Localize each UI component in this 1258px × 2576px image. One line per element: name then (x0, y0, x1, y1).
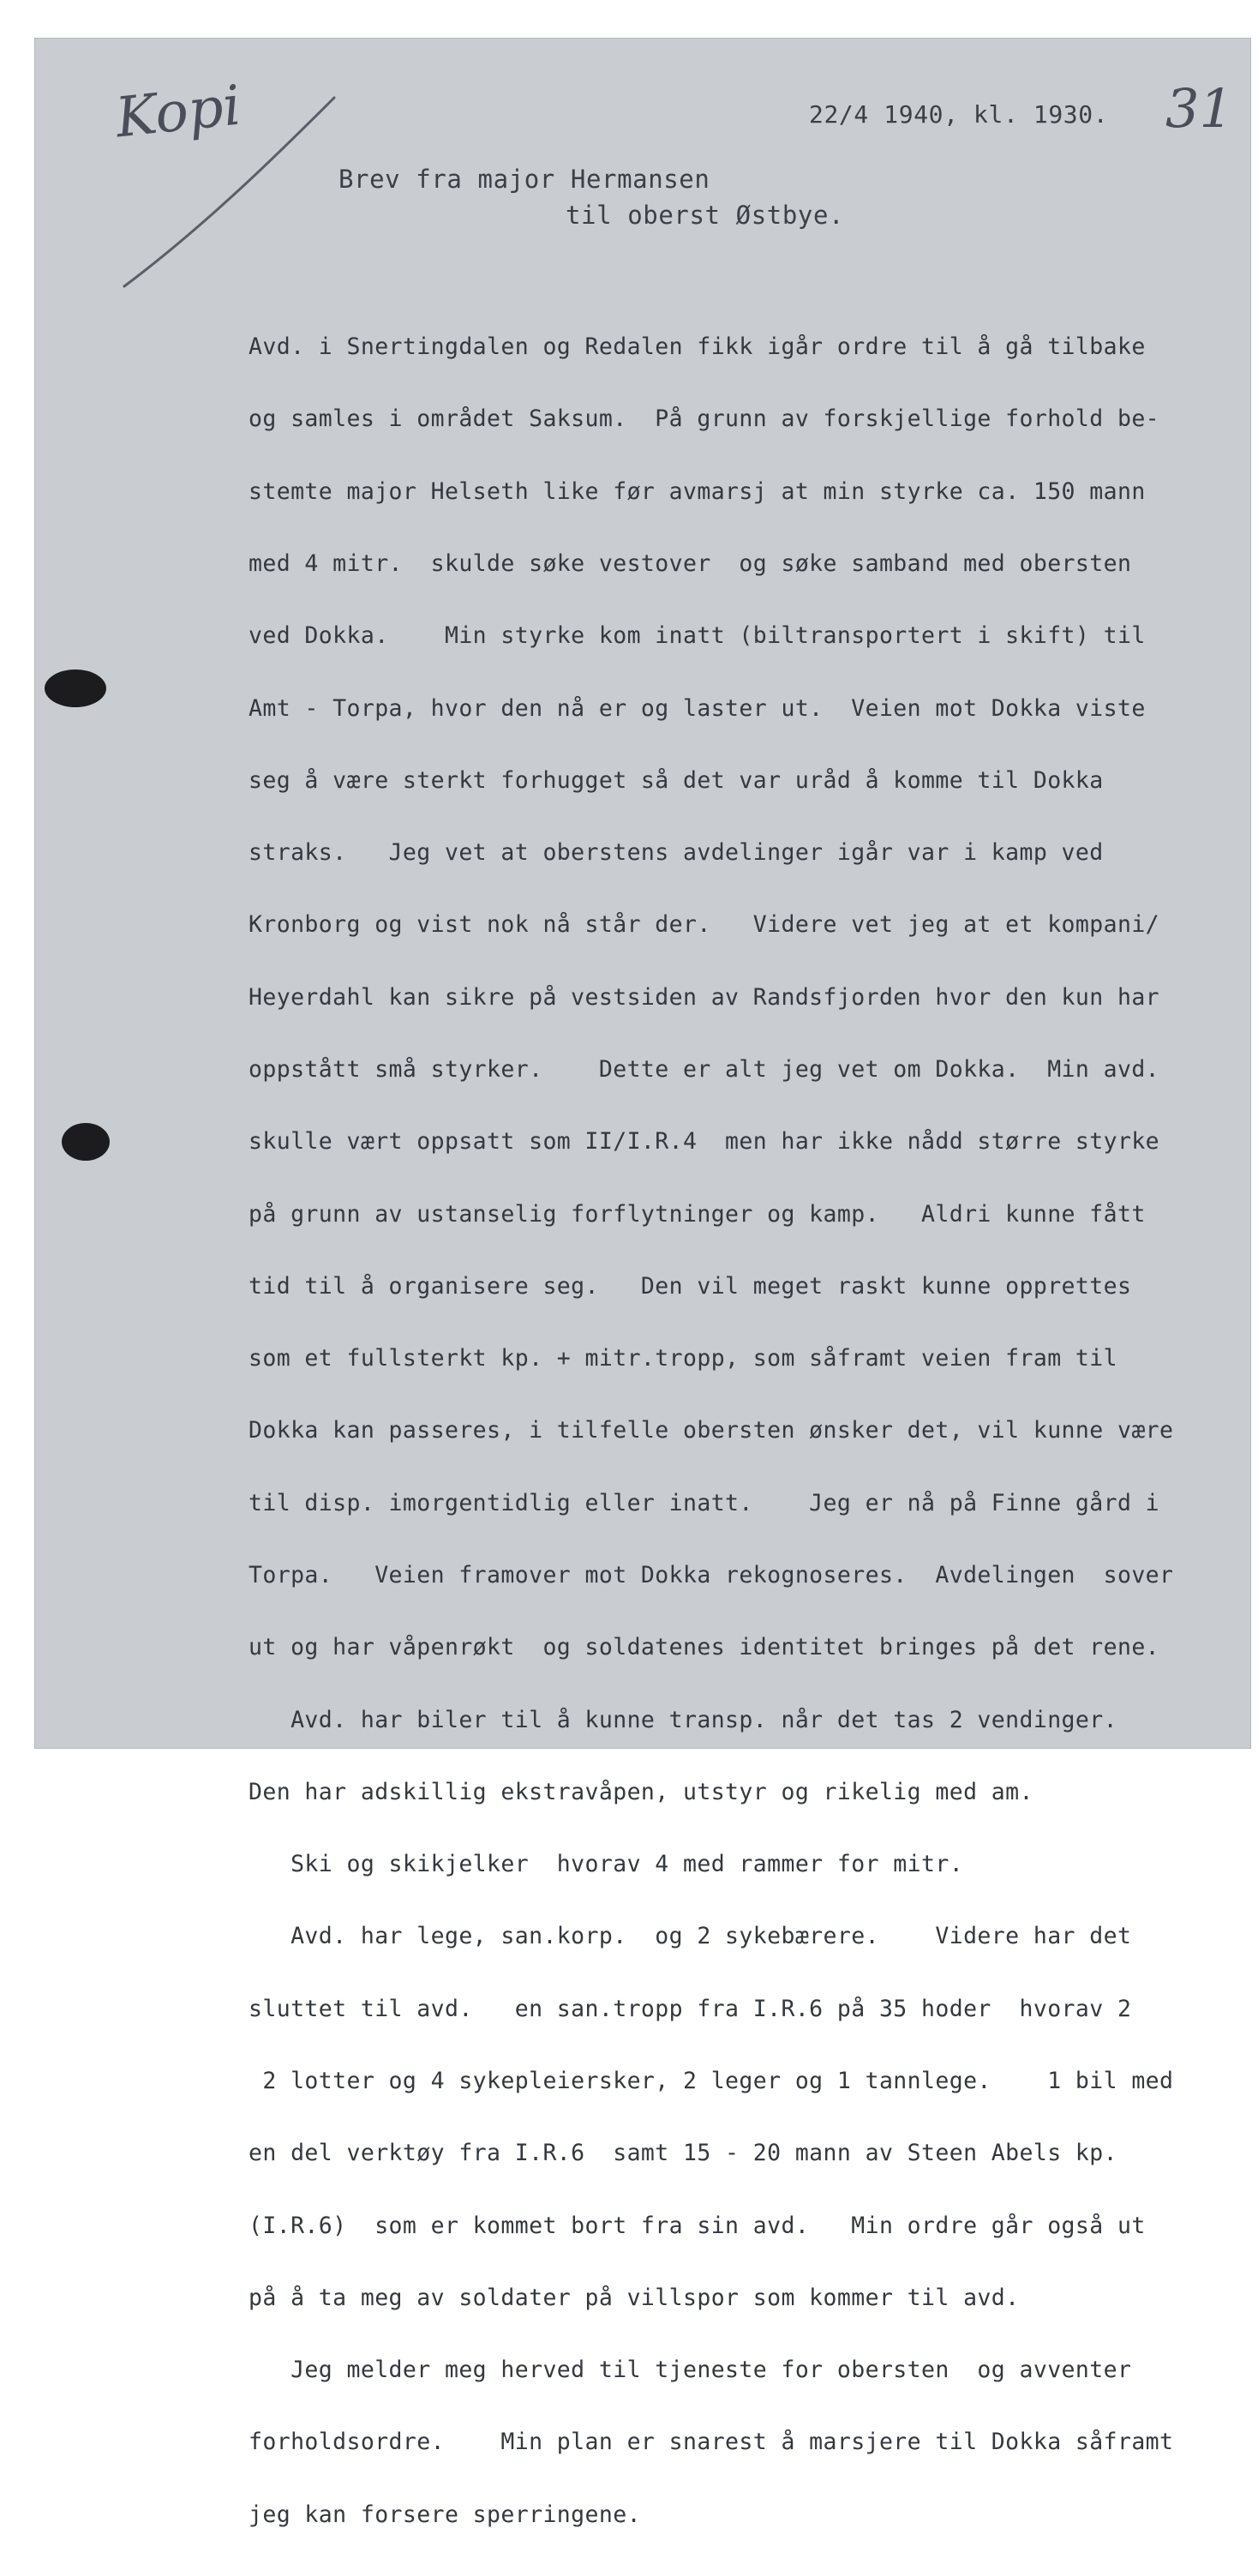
body-line: Amt - Torpa, hvor den nå er og laster ut. Veien mot Dokka viste (249, 694, 1146, 722)
letter-body (249, 287, 1173, 2575)
body-line: til disp. imorgentidlig eller inatt. Jeg er nå på Finne gård i (249, 1489, 1160, 1516)
body-line: ut og har våpenrøkt og soldatenes identitet bringes på det rene. (249, 1634, 1160, 1661)
body-line: stemte major Helseth like før avmarsj at min styrke ca. 150 mann (249, 477, 1146, 505)
body-line: 2 lotter og 4 sykepleiersker, 2 leger og 1 tannlege. 1 bil med (249, 2067, 1174, 2094)
body-line: sluttet til avd. en san.tropp fra I.R.6 på 35 hoder hvorav 2 (249, 1995, 1132, 2022)
punch-hole (45, 670, 106, 707)
body-line: Avd. har biler til å kunne transp. når det tas 2 vendinger. (249, 1706, 1117, 1733)
body-line: oppstått små styrker. Dette er alt jeg vet om Dokka. Min avd. (249, 1056, 1160, 1083)
body-line: som et fullsterkt kp. + mitr.tropp, som såframt veien fram til (249, 1345, 1117, 1372)
body-line: tid til å organisere seg. Den vil meget raskt kunne opprettes (249, 1272, 1132, 1300)
body-line: ved Dokka. Min styrke kom inatt (biltransportert i skift) til (249, 622, 1146, 650)
punch-hole (62, 1123, 110, 1161)
body-line: Torpa. Veien framover mot Dokka rekognoseres. Avdelingen sover (249, 1561, 1174, 1588)
body-line: Kronborg og vist nok nå står der. Videre vet jeg at et kompani/ (249, 911, 1160, 939)
body-line: Jeg melder meg herved til tjeneste for obersten og avventer (249, 2357, 1132, 2384)
body-line: (I.R.6) som er kommet bort fra sin avd. Min ordre går også ut (249, 2212, 1146, 2239)
body-line: skulle vært oppsatt som II/I.R.4 men har ikke nådd større styrke (249, 1128, 1160, 1156)
letter-from-line: Brev fra major Hermansen (338, 165, 710, 194)
body-line: på grunn av ustanselig forflytninger og kamp. Aldri kunne fått (249, 1200, 1146, 1228)
body-line: Ski og skikjelker hvorav 4 med rammer for mitr. (249, 1851, 964, 1878)
letter-to-line: til oberst Østbye. (566, 201, 845, 230)
page-number-handwritten: 31 (1165, 77, 1233, 140)
body-line: en del verktøy fra I.R.6 samt 15 - 20 mann av Steen Abels kp. (249, 2140, 1117, 2167)
body-line: Dokka kan passeres, i tilfelle obersten ønsker det, vil kunne være (249, 1417, 1174, 1444)
body-line: forholdsordre. Min plan er snarest å marsjere til Dokka såframt (249, 2429, 1174, 2456)
body-line: Avd. har lege, san.korp. og 2 sykebærere. Videre har det (249, 1923, 1132, 1950)
dateline: 22/4 1940, kl. 1930. (809, 100, 1109, 129)
copy-stamp-handwritten: Kopi (112, 74, 244, 151)
document-page (34, 38, 1251, 2528)
body-line: med 4 mitr. skulde søke vestover og søke samband med obersten (249, 550, 1132, 578)
body-line: Den har adskillig ekstravåpen, utstyr og rikelig med am. (249, 1778, 1033, 1805)
body-line: straks. Jeg vet at oberstens avdelinger igår var i kamp ved (249, 839, 1104, 867)
body-line: seg å være sterkt forhugget så det var uråd å komme til Dokka (249, 766, 1104, 794)
body-line: Avd. i Snertingdalen og Redalen fikk igår ordre til å gå tilbake (249, 333, 1146, 361)
body-line: jeg kan forsere sperringene. (249, 2501, 641, 2528)
body-line: på å ta meg av soldater på villspor som kommer til avd. (249, 2284, 1020, 2311)
body-line: Heyerdahl kan sikre på vestsiden av Randsfjorden hvor den kun har (249, 983, 1160, 1011)
body-line: og samles i området Saksum. På grunn av forskjellige forhold be- (249, 405, 1160, 433)
